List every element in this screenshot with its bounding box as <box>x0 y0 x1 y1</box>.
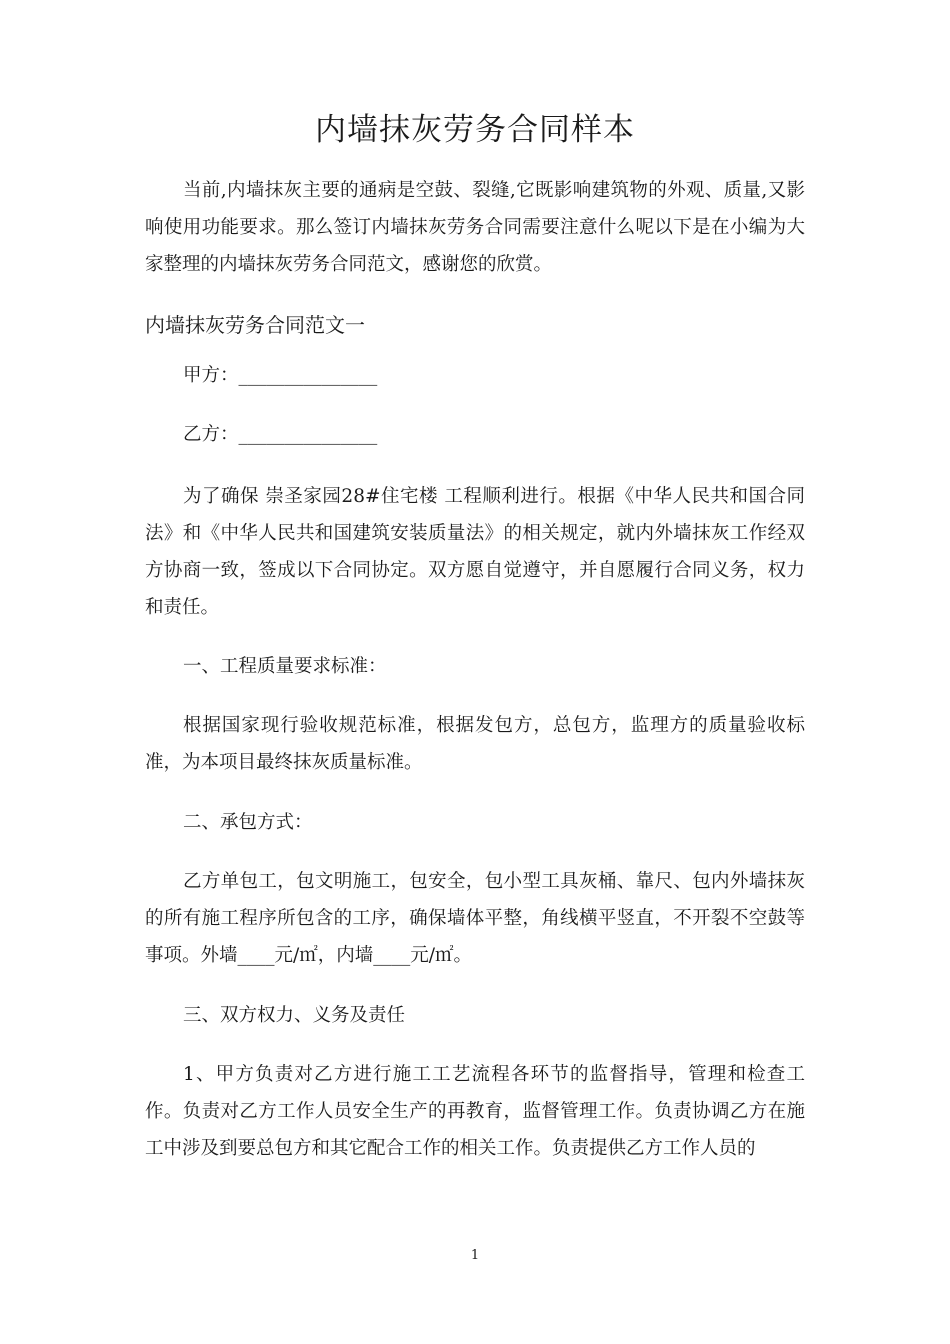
clause-2-body: 乙方单包工，包文明施工，包安全，包小型工具灰桶、靠尺、包内外墙抹灰的所有施工程序所包含的工序，确保墙体平整，角线横平竖直，不开裂不空鼓等事项。外墙____元/㎡，内墙____元/㎡。 <box>145 871 805 966</box>
party-a-line: 甲方：_______________ <box>183 365 378 386</box>
clause-3-item-1: 1、甲方负责对乙方进行施工工艺流程各环节的监督指导，管理和检查工作。负责对乙方工作人员安全生产的再教育，监督管理工作。负责协调乙方在施工中涉及到要总包方和其它配合工作的相关工作。负责提供乙方工作人员的 <box>145 1064 805 1159</box>
clause-1-body: 根据国家现行验收规范标准，根据发包方，总包方，监理方的质量验收标准，为本项目最终抹灰质量标准。 <box>145 715 805 773</box>
page-number: 1 <box>470 1248 480 1263</box>
section-heading: 内墙抹灰劳务合同范文一 <box>145 313 365 337</box>
clause-2-title: 二、承包方式： <box>183 812 313 833</box>
document-title: 内墙抹灰劳务合同样本 <box>315 112 635 148</box>
clause-3-title: 三、双方权力、义务及责任 <box>183 1005 406 1026</box>
clause-1-title: 一、工程质量要求标准： <box>183 656 387 677</box>
party-b-line: 乙方：_______________ <box>183 424 378 445</box>
intro-paragraph: 当前,内墙抹灰主要的通病是空鼓、裂缝,它既影响建筑物的外观、质量,又影响使用功能要求。那么签订内墙抹灰劳务合同需要注意什么呢以下是在小编为大家整理的内墙抹灰劳务合同范文，感谢您的欣赏。 <box>145 180 805 275</box>
preamble-paragraph: 为了确保 崇圣家园28#住宅楼 工程顺利进行。根据《中华人民共和国合同法》和《中华人民共和国建筑安装质量法》的相关规定，就内外墙抹灰工作经双方协商一致，签成以下合同协定。双方愿自觉遵守，并自愿履行合同义务，权力和责任。 <box>145 486 805 618</box>
